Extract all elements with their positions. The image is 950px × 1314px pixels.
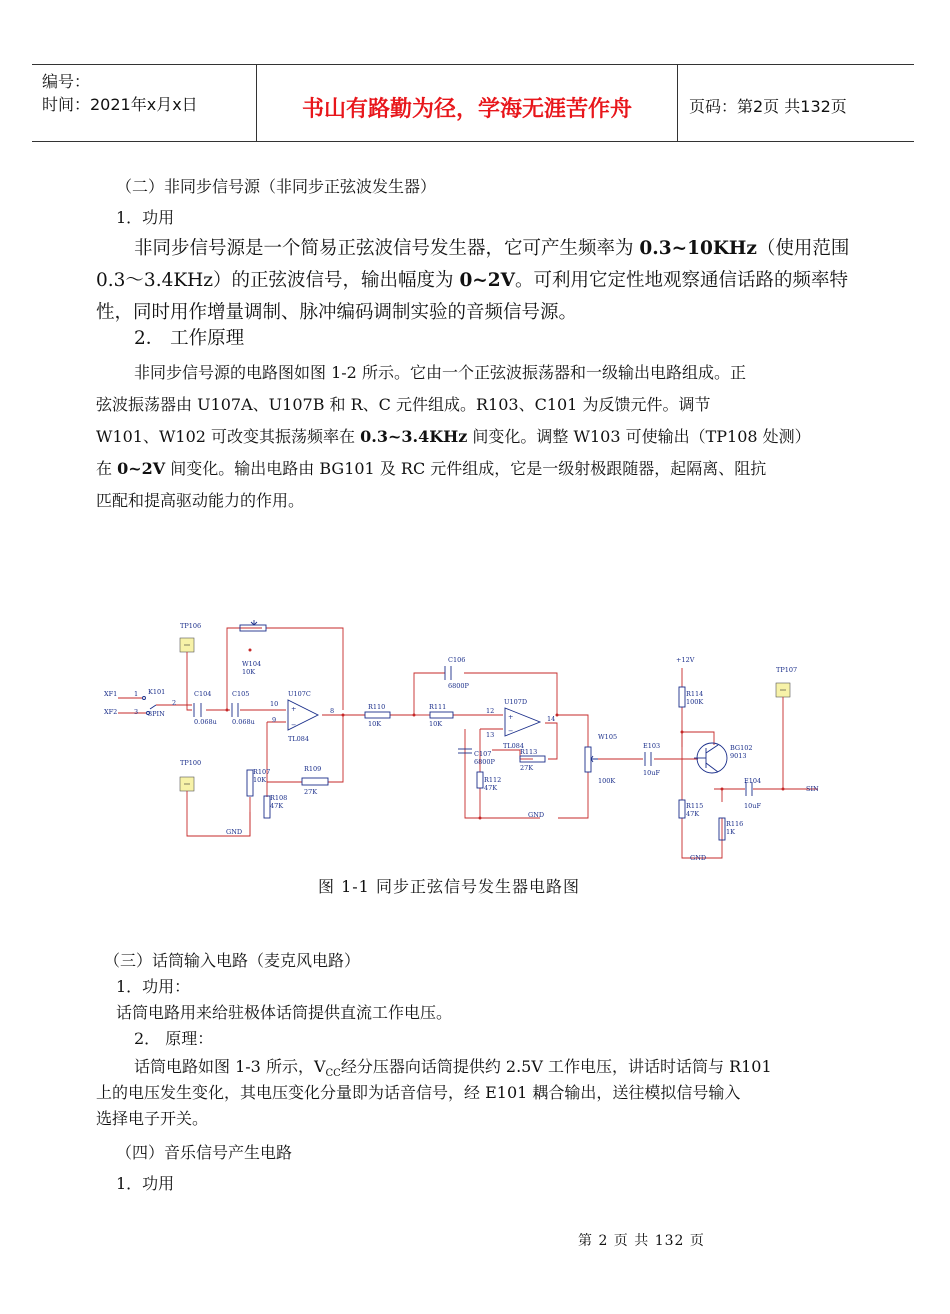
label-pin-14: 14: [547, 715, 556, 723]
label-r112: R112: [484, 776, 502, 784]
label-xf1: XF1: [104, 690, 118, 698]
figure-caption: 图 1-1 同步正弦信号发生器电路图: [318, 877, 580, 896]
label-u107d: U107D: [504, 698, 528, 706]
label-e104-value: 10uF: [744, 802, 761, 810]
label-r114: R114: [686, 690, 704, 698]
label-c104: C104: [194, 690, 212, 698]
paragraph-line: 匹配和提高驱动能力的作用。: [96, 491, 305, 510]
paragraph-line: 上的电压发生变化，其电压变化分量即为话音信号，经 E101 耦合输出，送往模拟信号输入: [96, 1083, 741, 1102]
header-motto: 书山有路勤为径，学海无涯苦作舟: [301, 97, 632, 122]
paragraph-line: 0.3～3.4KHz）的正弦波信号，输出幅度为 0~2V。可利用它定性地观察通信话路的频率特: [96, 270, 849, 291]
subheading: 1．功用: [116, 1174, 175, 1193]
label-e103: E103: [643, 742, 661, 750]
paragraph-line: 在 0~2V 间变化。输出电路由 BG101 及 RC 元件组成，它是一级射极跟随器，起隔离、阻抗: [96, 459, 767, 478]
label-bg102-value: 9013: [730, 752, 747, 760]
label-r111: R111: [429, 703, 447, 711]
label-r116-value: 1K: [726, 828, 735, 836]
label-gnd-3: GND: [690, 854, 707, 862]
label-c106-value: 6800P: [448, 682, 469, 690]
label-r114-value: 100K: [686, 698, 704, 706]
label-vcc: +12V: [676, 656, 695, 664]
document-header: [32, 64, 914, 142]
paragraph-line: 弦波振荡器由 U107A、U107B 和 R、C 元件组成。R103、C101 为反馈元件。调节: [96, 395, 711, 414]
label-tl084-a: TL084: [288, 735, 310, 743]
label-k101: K101: [148, 688, 166, 696]
label-pin-8: 8: [330, 707, 335, 715]
label-r113-value: 27K: [520, 764, 534, 772]
circuit-labels: [104, 622, 819, 862]
subheading: 1．功用：: [116, 977, 191, 996]
subheading: 2． 工作原理: [134, 328, 245, 349]
circuit-diagram: [90, 612, 850, 872]
label-w105: W105: [598, 733, 618, 741]
label-gnd-2: GND: [528, 811, 545, 819]
label-w104-value: 10K: [242, 668, 256, 676]
label-w105-value: 100K: [598, 777, 616, 785]
label-r111-value: 10K: [429, 720, 443, 728]
label-r110-value: 10K: [368, 720, 382, 728]
paragraph-line: 话筒电路用来给驻极体话筒提供直流工作电压。: [116, 1003, 453, 1022]
label-e103-value: 10uF: [643, 769, 660, 777]
label-e104: E104: [744, 777, 762, 785]
svg-text:+: +: [291, 705, 297, 713]
page-footer: 第 2 页 共 132 页: [578, 1233, 705, 1249]
paragraph-line: 性，同时用作增量调制、脉冲编码调制实验的音频信号源。: [96, 302, 578, 323]
paragraph-line: W101、W102 可改变其振荡频率在 0.3~3.4KHz 间变化。调整 W103 可使输出（TP108 处测）: [96, 427, 811, 446]
subheading: 1．功用: [116, 208, 175, 227]
label-xf2: XF2: [104, 708, 118, 716]
label-pin-12: 12: [486, 707, 495, 715]
label-r108: R108: [270, 794, 288, 802]
label-pin-1: 1: [134, 690, 139, 698]
svg-text:+: +: [508, 713, 514, 721]
label-r109: R109: [304, 765, 322, 773]
label-pin-13: 13: [486, 731, 495, 739]
label-gnd-1: GND: [226, 828, 243, 836]
header-motto-cell: [256, 65, 678, 141]
svg-text:−: −: [508, 727, 514, 735]
paragraph-line: 话筒电路如图 1-3 所示，$V_{CC}$经分压器向话筒提供约 2.5V 工作电压，讲话时话筒与 R101: [134, 1057, 772, 1080]
label-w104: W104: [242, 660, 262, 668]
label-pin-2: 2: [172, 699, 177, 707]
label-r113: R113: [520, 748, 538, 756]
label-c107: C107: [474, 750, 492, 758]
label-r115: R115: [686, 802, 704, 810]
section-heading: （三）话筒输入电路（麦克风电路）: [104, 951, 361, 970]
header-info-cell: [32, 65, 256, 141]
subheading: 2． 原理：: [134, 1029, 214, 1048]
label-u107c: U107C: [288, 690, 311, 698]
label-sin: SIN: [806, 785, 819, 793]
label-c104-value: 0.068u: [194, 718, 217, 726]
label-tl084-b: TL084: [503, 742, 525, 750]
label-r109-value: 27K: [304, 788, 318, 796]
section-heading: （四）音乐信号产生电路: [116, 1143, 293, 1162]
paragraph-line: 选择电子开关。: [96, 1109, 209, 1128]
label-c105-value: 0.068u: [232, 718, 255, 726]
label-r116: R116: [726, 820, 744, 828]
serial-label: 编号：: [42, 72, 91, 91]
section-heading: （二）非同步信号源（非同步正弦波发生器）: [116, 177, 437, 196]
label-r107: R107: [253, 768, 271, 776]
label-r107-value: 10K: [253, 776, 267, 784]
label-tp100: TP100: [180, 759, 202, 767]
label-tp106: TP106: [180, 622, 202, 630]
label-bg102: BG102: [730, 744, 753, 752]
svg-text:−: −: [291, 721, 297, 729]
label-pin-3: 3: [134, 708, 139, 716]
header-page-cell: [677, 65, 914, 141]
label-pin-9: 9: [272, 716, 277, 724]
label-c106: C106: [448, 656, 466, 664]
label-c107-value: 6800P: [474, 758, 495, 766]
paragraph-line: 非同步信号源是一个简易正弦波信号发生器，它可产生频率为 0.3~10KHz（使用范围: [134, 238, 850, 259]
label-r112-value: 47K: [484, 784, 498, 792]
paragraph-line: 非同步信号源的电路图如图 1-2 所示。它由一个正弦波振荡器和一级输出电路组成。正: [134, 363, 746, 382]
label-r108-value: 47K: [270, 802, 284, 810]
label-tp107: TP107: [776, 666, 798, 674]
time-label: 时间：2021年x月x日: [42, 95, 198, 114]
label-c105: C105: [232, 690, 250, 698]
page-label: 页码：第2页 共132页: [689, 97, 847, 116]
label-pin-10: 10: [270, 700, 279, 708]
label-r110: R110: [368, 703, 386, 711]
label-3pin: 3PIN: [148, 710, 165, 718]
label-r115-value: 47K: [686, 810, 700, 818]
